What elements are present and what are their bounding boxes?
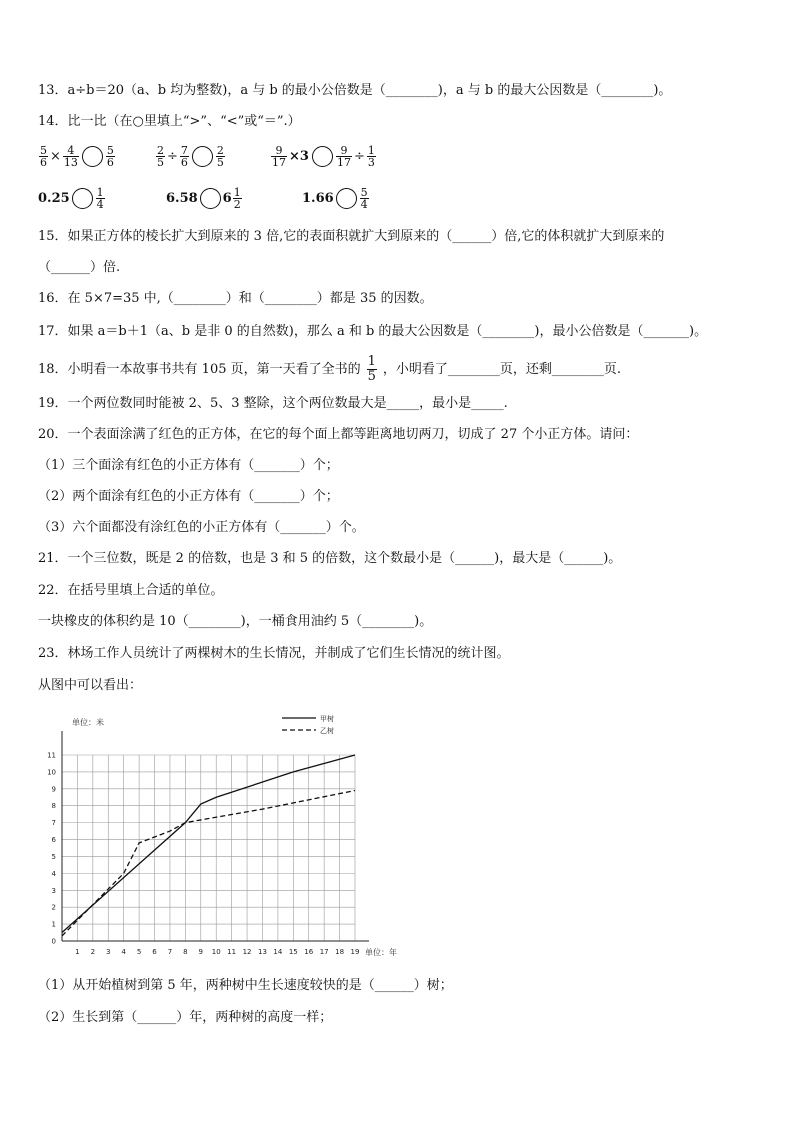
question-21: 21．一个三位数，既是 2 的倍数，也是 3 和 5 的倍数，这个数最小是（______)，最大是（______)。 [38,551,622,566]
x-tick-label: 2 [90,948,96,956]
y-tick-label: 6 [51,836,56,845]
fraction: $\frac{5}{4}$ [360,186,368,211]
question-22: 22．在括号里填上合适的单位。 [38,583,224,598]
x-tick-label: 12 [242,948,252,956]
fraction: $\frac{2}{5}$ [157,144,164,169]
number: 0.25 [38,191,70,206]
answer-circle[interactable] [336,188,357,209]
fraction: $\frac{1}{4}$ [96,186,104,211]
x-tick-label: 5 [136,948,142,956]
y-tick-label: 1 [51,920,56,929]
number: 6.58 [166,191,198,206]
compare-r2c2 [166,187,243,210]
compare-r1c1 [38,145,116,168]
fraction: $\frac{1}{2}$ [233,186,241,211]
question-23: 23．林场工作人员统计了两棵树木的生长情况，并制成了它们生长情况的统计图。 [38,646,510,661]
chart-legend [282,714,334,735]
y-tick-label: 10 [47,768,56,777]
question-13: 13．a÷b＝20（a、b 均为整数)，a 与 b 的最小公倍数是（________)，a 与 b 的最大公因数是（________)。 [38,83,672,98]
question-15-line2: （______）倍. [38,260,121,275]
y-tick-label: 2 [51,903,56,912]
x-tick-label: 8 [183,948,188,956]
question-20-2: （2）两个面涂有红色的小正方体有（_______）个； [38,489,339,504]
whole-number: 6 [222,191,232,206]
chart-axes [47,717,397,957]
answer-circle[interactable] [192,146,213,167]
question-20: 20．一个表面涂满了红色的正方体，在它的每个面上都等距离地切两刀，切成了 27 个小正方体。请问： [38,427,639,442]
answer-circle[interactable] [312,146,333,167]
compare-r1c3 [270,145,377,168]
x-tick-label: 17 [319,948,329,956]
y-tick-label: 0 [51,937,56,946]
y-tick-label: 9 [51,785,56,794]
series-line-1 [62,755,355,933]
question-20-3: （3）六个面都没有涂红色的小正方体有（_______）个。 [38,520,365,535]
question-14-title: 14．比一比（在○里填上“>”、“<”或“＝”.） [38,114,301,129]
question-18-pre: 18．小明看一本故事书共有 105 页，第一天看了全书的 [38,361,361,377]
fraction: $\frac{9}{17}$ [272,144,286,169]
series-line-2 [62,791,355,936]
y-axis-label: 单位：米 [72,718,104,727]
fraction: $\frac{9}{17}$ [336,144,351,169]
x-tick-label: 1 [75,948,80,956]
question-23-sub: 从图中可以看出： [38,678,143,693]
x-tick-label: 11 [227,948,237,956]
y-tick-label: 5 [51,852,56,861]
y-tick-label: 7 [51,819,56,828]
answer-circle[interactable] [72,188,93,209]
question-16: 16．在 5×7=35 中,（________）和（________）都是 35 的因数。 [38,291,433,306]
fraction: $\frac{1}{5}$ [367,354,376,384]
x-tick-label: 19 [350,948,360,956]
x-tick-label: 10 [211,948,221,956]
x-tick-label: 16 [304,948,314,956]
x-tick-label: 6 [152,948,157,956]
x-axis-label: 单位：年 [365,948,397,957]
fraction: $\frac{7}{6}$ [180,144,188,169]
compare-r1c2 [155,145,226,168]
x-tick-label: 7 [167,948,173,956]
number: 1.66 [302,191,334,206]
operator: × [50,149,61,164]
x-tick-label: 3 [106,948,111,956]
legend-label: 乙树 [320,727,334,735]
y-tick-label: 11 [47,751,56,760]
question-20-1: （1）三个面涂有红色的小正方体有（_______）个； [38,458,339,473]
fraction: $\frac{5}{6}$ [106,144,114,169]
y-tick-label: 8 [51,802,56,811]
question-23-2: （2）生长到第（______）年，两种树的高度一样； [38,1010,333,1025]
growth-line-chart [36,708,416,966]
compare-r2c1 [38,187,106,210]
x-tick-label: 14 [273,948,283,956]
x-tick-label: 4 [121,948,126,956]
x-tick-label: 9 [198,948,204,956]
fraction: $\frac{2}{5}$ [216,144,224,169]
chart-series [62,755,355,936]
operator: ÷ [353,149,365,164]
question-18-post: ，小明看了________页，还剩________页. [382,361,622,377]
question-18 [38,355,621,384]
chart-grid [62,755,355,941]
question-22-line: 一块橡皮的体积约是 10（________)，一桶食用油约 5（________)。 [38,614,433,629]
x-tick-label: 15 [288,948,298,956]
fraction: $\frac{1}{3}$ [367,144,375,169]
question-19: 19．一个两位数同时能被 2、5、3 整除，这个两位数最大是_____，最小是_____. [38,396,508,411]
question-17: 17．如果 a＝b＋1（a、b 是非 0 的自然数)，那么 a 和 b 的最大公因数是（________)，最小公倍数是（_______)。 [38,324,708,339]
answer-circle[interactable] [82,146,103,167]
operator: ×3 [289,149,309,164]
y-tick-label: 4 [51,869,56,878]
fraction: $\frac{4}{13}$ [63,144,78,169]
answer-circle[interactable] [200,188,221,209]
operator: ÷ [167,149,178,164]
compare-r2c3 [302,187,370,210]
x-tick-label: 13 [258,948,267,956]
fraction: $\frac{5}{6}$ [40,144,47,169]
x-tick-label: 18 [335,948,345,956]
question-15-line1: 15．如果正方体的棱长扩大到原来的 3 倍,它的表面积就扩大到原来的（______）倍,它的体积就扩大到原来的 [38,229,665,244]
legend-label: 甲树 [320,715,334,723]
y-tick-label: 3 [51,886,56,895]
question-23-1: （1）从开始植树到第 5 年，两种树中生长速度较快的是（______）树； [38,978,453,993]
